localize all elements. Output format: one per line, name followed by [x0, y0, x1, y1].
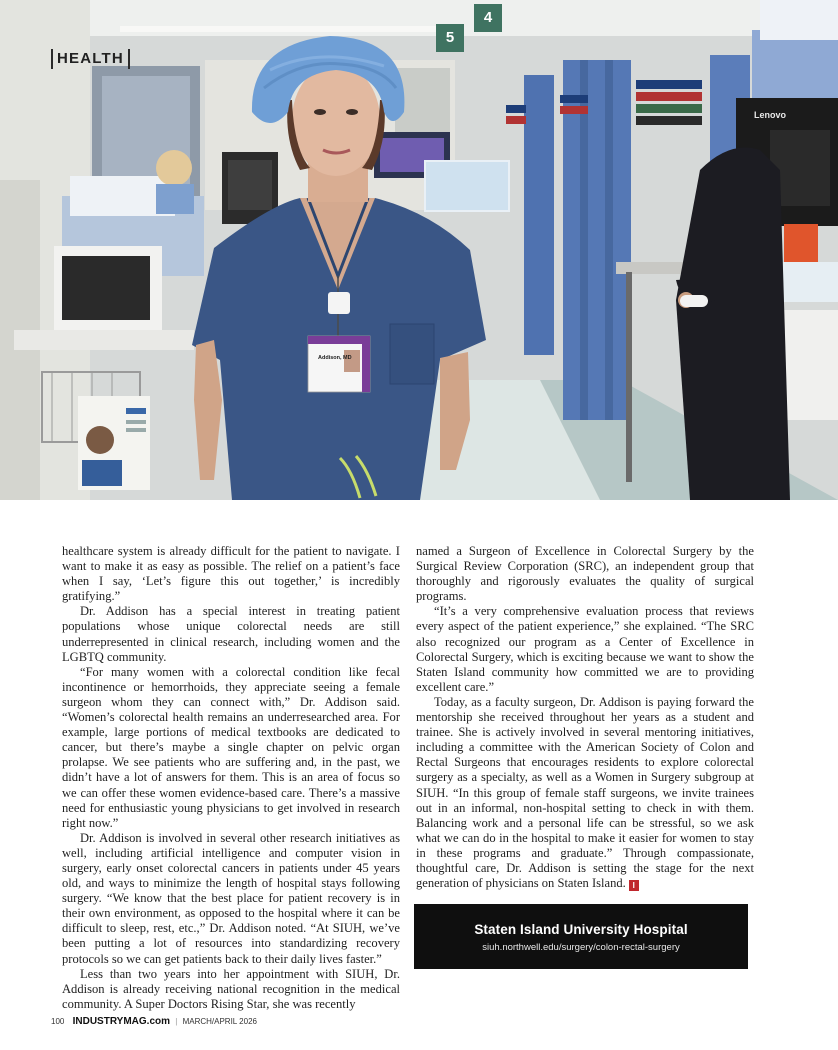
badge-name-label: Addison, MD: [318, 355, 352, 361]
info-box-url[interactable]: siuh.northwell.edu/surgery/colon-rectal-surgery: [482, 942, 680, 953]
page-footer: [51, 1016, 257, 1027]
article-column-right: [416, 544, 754, 891]
hospital-scene-illustration: [0, 0, 838, 500]
paragraph: Less than two years into her appointment with SIUH, Dr. Addison is already receiving national recognition in the medical community. A Super Doctors Rising Star, she was recently: [62, 966, 400, 1011]
page-number: 100: [51, 1017, 65, 1026]
footer-brand[interactable]: INDUSTRYMAG.com: [72, 1016, 171, 1027]
room-sign-5: 5: [436, 24, 464, 52]
section-tag: HEALTH: [51, 49, 130, 69]
paragraph-final-text: Today, as a faculty surgeon, Dr. Addison is paying forward the mentorship she received throughout her years as a student and trainee. She is actively involved in several mentoring initiatives, including a committee with the American Society of Colon and Rectal Surgeons that encourages residents to explore colorectal surgery as a specialty, as well as a Women in Surgery subgroup at SIUH. “In this group of female staff surgeons, we invite trainees out in an informal, non-hospital setting to check in with them. Balancing work and a personal life can be stressful, so we ask what we can do in the hospital to make it easier for women to stay in these programs and graduate.” Through compassionate, thoughtful care, Dr. Addison is setting the stage for the next generation of physicians on Staten Island.: [416, 694, 754, 891]
paragraph: “For many women with a colorectal condition like fecal incontinence or hemorrhoids, they appreciate seeing a female surgeon whom they can connect with,” Dr. Addison said. “Women’s colorectal health remains an underresearched area. For example, large portions of medical textbooks are dedicated to cancer, but there’s maybe a single chapter on pelvic organ prolapse. We see patients who are suffering and, in the past, we didn’t have a lot of answers for them. This is an area of focus so we can offer these women evidence-based care. There’s a massive need for enthusiastic young physicians to get involved in research right now.”: [62, 664, 400, 830]
info-box-title: Staten Island University Hospital: [474, 922, 688, 937]
paragraph-final: [416, 695, 754, 891]
hospital-info-box: [414, 904, 748, 969]
monitor-brand-label: Lenovo: [754, 110, 787, 120]
end-mark-icon: I: [629, 880, 639, 891]
paragraph: Dr. Addison is involved in several other research initiatives as well, including artificial intelligence and computer vision in surgery, early onset colorectal cancers in patients under 45 years old, and ways to minimize the length of hospital stays following surgery. “We know that the best place for patient recovery is in their own environment, as opposed to the hospital where it can be difficult to sleep, rest, etc.,” Dr. Addison noted. “At SIUH, we’ve been putting a lot of resources into standardizing recovery protocols so we can get patients back to their daily lives faster.”: [62, 830, 400, 966]
room-sign-4: 4: [474, 4, 502, 32]
paragraph: named a Surgeon of Excellence in Colorectal Surgery by the Surgical Review Corporation (SRC), an independent group that thoroughly and rigorously evaluates the quality of surgical programs.: [416, 544, 754, 604]
hero-photo: [0, 0, 838, 500]
paragraph: healthcare system is already difficult for the patient to navigate. I want to make it as easy as possible. The relief on a patient’s face when I say, ‘Let’s figure this out together,’ is incredibly gratifying.”: [62, 544, 400, 604]
paragraph: Dr. Addison has a special interest in treating patient populations whose unique colorectal needs are still underrepresented in clinical research, including women and the LGBTQ community.: [62, 604, 400, 664]
article-column-left: [62, 544, 400, 1012]
footer-issue: MARCH/APRIL 2026: [182, 1017, 257, 1026]
paragraph: “It’s a very comprehensive evaluation process that reviews every aspect of the patient experience,” she explained. “The SRC also recognized our program as a Center of Excellence in Colorectal Surgery, which is exciting because we want to show the Staten Island community how committed we are to providing excellent care.”: [416, 604, 754, 694]
footer-separator: |: [175, 1017, 178, 1026]
